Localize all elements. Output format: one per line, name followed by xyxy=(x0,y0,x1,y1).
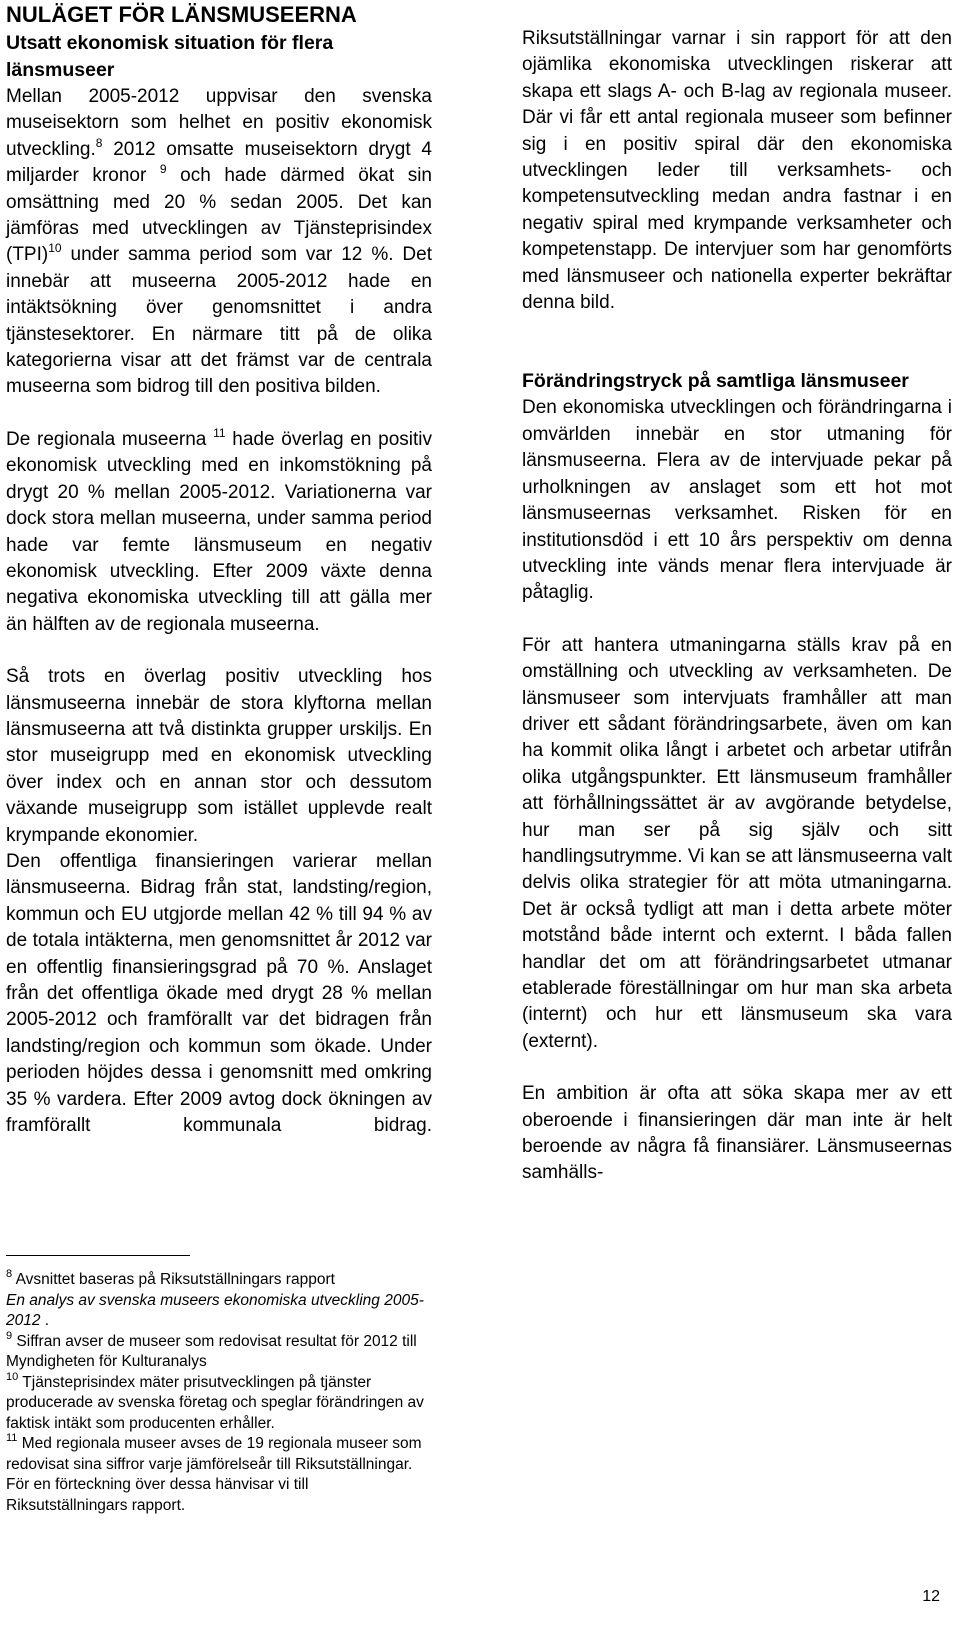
paragraph-regional-museums xyxy=(6,427,432,638)
paragraph-riksutstallningar: Riksutställningar varnar i sin rapport för att den ojämlika ekonomiska utvecklingen riskerar att skapa ett slags A- och B-lag av regionala museer. Där vi får ett antal regionala museer som befinner sig i en positiv spiral där den ekonomiska utvecklingen leder till verksamhets- och kompetensutveckling medan andra fastnar i en negativ spiral med krympande verksamheter och kompetenstapp. De intervjuer som har genomförts med länsmuseer och nationella experter bekräftar denna bild. xyxy=(522,28,952,314)
footnote-ref-11[interactable]: 11 xyxy=(213,425,226,440)
footnote-number: 10 xyxy=(6,1370,19,1383)
footnote-report-title: En analys av svenska museers ekonomiska utveckling 2005-2012 xyxy=(6,1291,424,1329)
paragraph-transition: För att hantera utmaningarna ställs krav på en omställning och utveckling av verksamheten. De länsmuseer som intervjuats framhåller att man driver ett sådant förändringsarbete, även om kan ha kommit olika långt i arbetet och arbetar utifrån olika utgångspunkter. Ett länsmuseum framhåller att förhållningssättet är av avgörande betydelse, hur man ser på sig själv och sitt handlingsutrymme. Vi kan se att länsmuseerna valt delvis olika strategier för att möta utmaningarna. Det är också tydligt att man i detta arbete möter motstånd både internt och externt. I båda fallen handlar det om att förändringsarbetet utmanar etablerade föreställningar om hur man ska arbeta (internt) och hur ett länsmuseum ska vara (externt). xyxy=(522,634,952,1052)
footnote-text: Med regionala museer avses de 19 regionala museer som redovisat sina siffror varje jämförelseår till Riksutställningar. För en förteckning över dessa hänvisar vi till Riksutställningars rapport. xyxy=(6,1435,422,1514)
footnote-8 xyxy=(6,1270,432,1332)
paragraph-two-groups: Så trots en överlag positiv utveckling hos länsmuseerna innebär de stora klyftorna mellan länsmuseerna att två distinkta grupper urskiljs. En stor museigrupp med en ekonomisk utveckling över index och en annan stor och dessutom växande museigrupp som istället upplevde realt krympande ekonomier. xyxy=(6,666,432,846)
footnote-text: . xyxy=(44,1312,50,1329)
footnotes xyxy=(6,1270,432,1516)
footnote-ref-9[interactable]: 9 xyxy=(159,162,167,177)
footnote-ref-8[interactable]: 8 xyxy=(95,135,103,150)
subsection-title-economy: Utsatt ekonomisk situation för flera länsmuseer xyxy=(6,32,334,81)
footnote-11 xyxy=(6,1434,432,1516)
text-span: och hade därmed ökat sin omsättning med 20 % sedan 2005. Det kan jämföras med utvecklingen av Tjänsteprisindex (TPI) xyxy=(6,165,432,266)
text-span: 2012 omsatte museisektorn drygt 4 miljarder kronor xyxy=(6,138,432,187)
footnote-text: Tjänsteprisindex mäter prisutvecklingen på tjänster producerade av svenska företag och speglar förändringen av faktisk intäkt som producenten erhåller. xyxy=(6,1373,424,1432)
footnote-9 xyxy=(6,1329,432,1373)
section-title: NULÄGET FÖR LÄNSMUSEERNA xyxy=(6,2,357,27)
footnote-number: 11 xyxy=(6,1432,18,1444)
footnote-text: Avsnittet baseras på Riksutställningars rapport xyxy=(12,1271,335,1288)
footnote-number: 8 xyxy=(6,1268,13,1280)
text-span: under samma period som var 12 %. Det innebär att museerna 2005-2012 hade en intäktsökning över genomsnittet i andra tjänstesektorer. En närmare titt på de olika kategorierna visar att det främst var de centrala museerna som bidrog till den positiva bilden. xyxy=(6,244,432,398)
footnote-10 xyxy=(6,1370,432,1435)
page-number: 12 xyxy=(922,1588,940,1605)
text-span: De regionala museerna xyxy=(6,428,214,450)
subsection-title-change-pressure: Förändringstryck på samtliga länsmuseer xyxy=(522,370,909,393)
text-span: Mellan 2005-2012 uppvisar den svenska museisektorn som helhet en positiv ekonomisk utveckling. xyxy=(6,86,432,160)
paragraph-public-funding: Den offentliga finansieringen varierar mellan länsmuseerna. Bidrag från stat, landsting/region, kommun och EU utgjorde mellan 42 % till 94 % av de totala intäkterna, men genomsnittet år 2012 var en offentlig finansieringsgrad på 70 %. Anslaget från det offentliga ökade med drygt 28 % mellan 2005-2012 och framförallt var det bidragen från landsting/region och kommun som ökade. Under perioden höjdes dessa i genomsnitt med omkring 35 % vardera. Efter 2009 avtog dock ökningen av framförallt kommunala bidrag. xyxy=(6,850,432,1137)
paragraph-challenge: Den ekonomiska utvecklingen och förändringarna i omvärlden innebär en stor utmaning för länsmuseerna. Flera av de intervjuade pekar på urholkningen av anslaget som ett hot mot länsmuseernas verksamhet. Risken för en institutionsdöd i ett 10 års perspektiv om denna utveckling inte vänds menar flera intervjuade är påtaglig. xyxy=(522,397,952,604)
text-span: hade överlag en positiv ekonomisk utveckling med en inkomstökning på drygt 20 % mellan 2005-2012. Variationerna var dock stora mellan museerna, under samma period hade var femte länsmuseum en negativ ekonomisk utveckling. Efter 2009 växte denna negativa ekonomiska utveckling till att gälla mer än hälften av de regionala museerna. xyxy=(6,428,432,635)
paragraph-intro xyxy=(6,84,432,401)
footnote-text: Siffran avser de museer som redovisat resultat för 2012 till Myndigheten för Kulturanalys xyxy=(6,1332,417,1370)
footnote-separator xyxy=(6,1255,190,1256)
paragraph-ambition: En ambition är ofta att söka skapa mer av ett oberoende i finansieringen där man inte är helt beroende av några få finansiärer. Länsmuseernas samhälls- xyxy=(522,1083,952,1184)
footnote-number: 9 xyxy=(6,1329,13,1342)
left-column xyxy=(6,0,432,1139)
right-column-content xyxy=(522,0,952,1187)
footnote-ref-10[interactable]: 10 xyxy=(48,241,62,256)
